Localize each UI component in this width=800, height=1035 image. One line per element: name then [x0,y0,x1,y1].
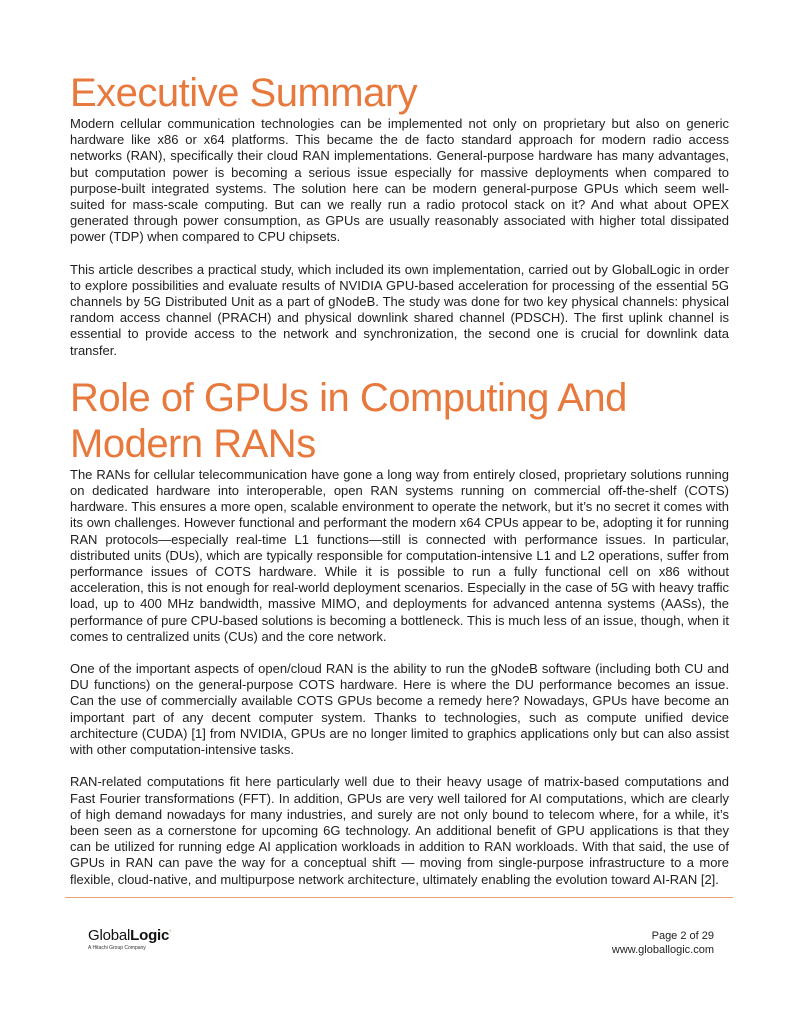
page-number: Page 2 of 29 [651,930,714,942]
logo-trademark: ° [169,930,172,936]
body-paragraph: One of the important aspects of open/cloud RAN is the ability to run the gNodeB software (including both CU and DU functions) on the general-purpose COTS hardware. Here is where the DU performance becomes an issue. Can the use of commercially available COTS GPUs become a remedy here? Nowadays, GPUs have become an important part of any decent computer system. Thanks to technologies, such as compute unified device architecture (CUDA) [1] from NVIDIA, GPUs are no longer limited to graphics applications only but can also assist with other computation-intensive tasks. [70,661,729,758]
section-heading: Role of GPUs in Computing And Modern RANs [70,375,627,466]
section-executive-summary [70,70,729,359]
globallogic-logo [88,925,171,952]
body-paragraph: Modern cellular communication technologies can be implemented not only on proprietary but also on generic hardware like x86 or x64 platforms. This became the de facto standard approach for modern radio access networks (RAN), specifically their cloud RAN implementations. General-purpose hardware has many advantages, but computation power is becoming a serious issue especially for massive deployments when compared to purpose-built integrated systems. The solution here can be modern general-purpose GPUs which seem well-suited for mass-scale computing. But can we really run a radio protocol stack on it? And what about OPEX generated through power consumption, as GPUs are usually reasonably associated with higher total dissipated power (TDP) when compared to CPU chipsets. [70,116,729,245]
logo-text-bold: Logic [130,927,170,944]
body-paragraph: The RANs for cellular telecommunication have gone a long way from entirely closed, proprietary solutions running on dedicated hardware into interoperable, open RAN systems running on commercial off-the-shelf (COTS) hardware. This ensures a more open, scalable environment to operate the network, but it’s no secret it comes with its own challenges. However functional and performant the modern x64 CPUs appear to be, adopting it for running RAN protocols—especially real-time L1 functions—still is connected with performance issues. In particular, distributed units (DUs), which are typically responsible for computation-intensive L1 and L2 operations, suffer from performance issues of COTS hardware. While it is possible to run a fully functional cell on x86 without acceleration, this is not enough for real-world deployment scenarios. Especially in the case of 5G with heavy traffic load, up to 400 MHz bandwidth, massive MIMO, and deployments for advanced antenna systems (AASs), the performance of pure CPU-based solutions is becoming a bottleneck. This is much less of an issue, though, when it comes to centralized units (CUs) and the core network. [70,466,729,644]
logo-tagline: A Hitachi Group Company [88,945,146,951]
logo-wordmark [88,925,171,944]
footer-divider [65,897,733,898]
body-paragraph: This article describes a practical study, which included its own implementation, carried out by GlobalLogic in order to explore possibilities and evaluate results of NVIDIA GPU-based acceleration for processing of the essential 5G channels by 5G Distributed Unit as a part of gNodeB. The study was done for two key physical channels: physical random access channel (PRACH) and physical downlink shared channel (PDSCH). The first uplink channel is essential to provide access to the network and synchronization, the second one is crucial for downlink data transfer. [70,261,729,358]
section-heading: Executive Summary [70,71,418,115]
website-link[interactable]: www.globallogic.com [611,944,714,956]
footer-info [612,929,714,957]
section-role-of-gpus [70,375,729,888]
page-content [70,70,729,888]
body-paragraph: RAN-related computations fit here particularly well due to their heavy usage of matrix-based computations and Fast Fourier transformations (FFT). In addition, GPUs are very well tailored for AI computations, which are clearly of high demand nowadays for many industries, and surely are not only bound to telecom where, for a while, it’s been seen as a cornerstone for upcoming 6G technology. An additional benefit of GPU applications is that they can be utilized for running edge AI application workloads in addition to RAN workloads. With that said, the use of GPUs in RAN can pave the way for a conceptual shift — moving from single-purpose infrastructure to a more flexible, cloud-native, and multipurpose network architecture, ultimately enabling the evolution toward AI-RAN [2]. [70,774,729,887]
logo-text-light: Global [88,927,131,944]
